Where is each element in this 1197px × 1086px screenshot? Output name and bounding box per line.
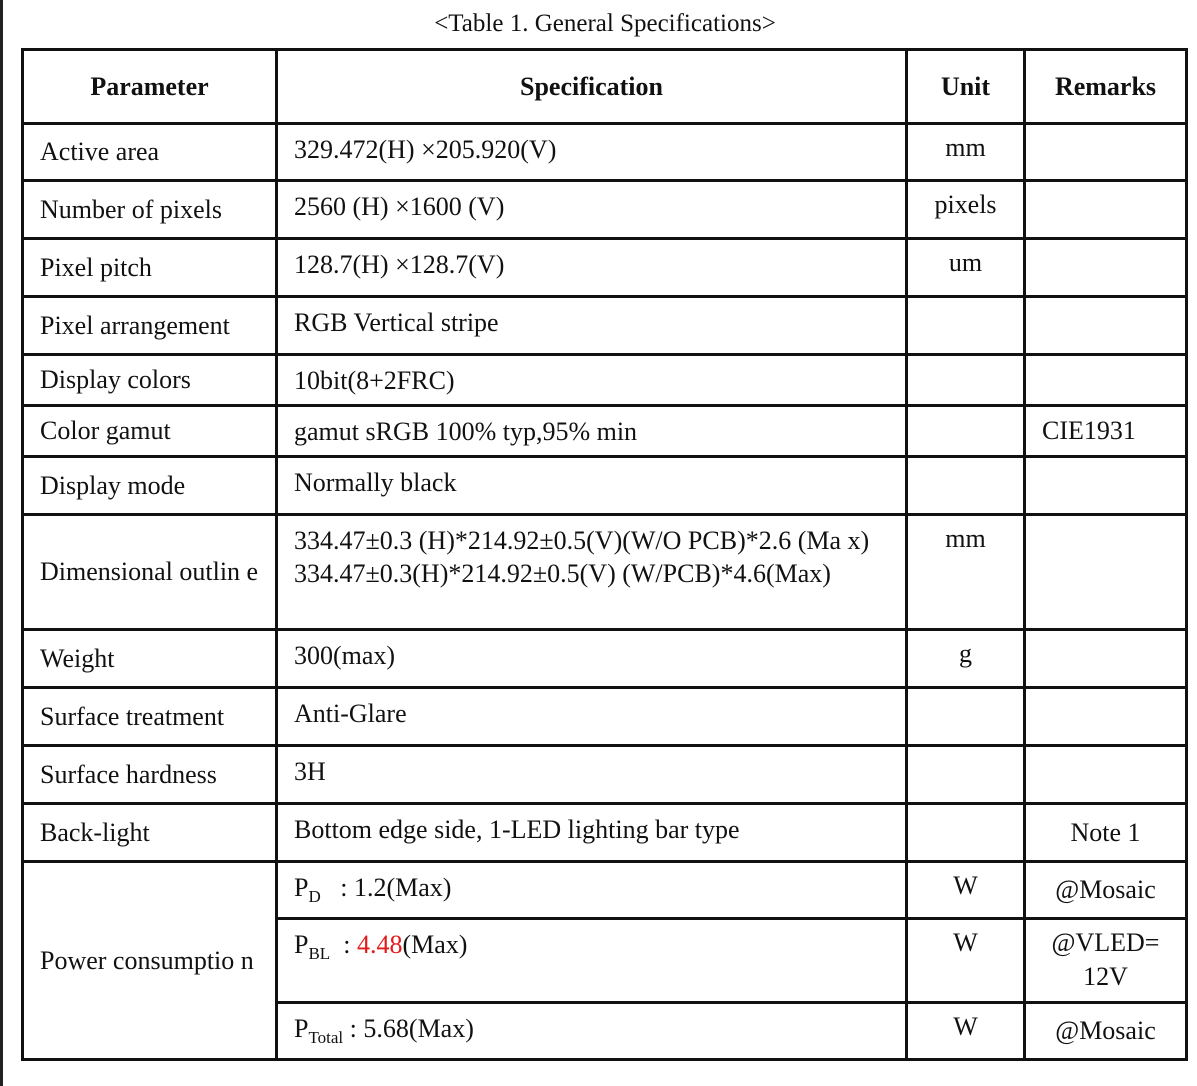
cell-specification: Normally black <box>277 457 907 515</box>
cell-specification: RGB Vertical stripe <box>277 297 907 355</box>
table-row <box>23 355 1187 406</box>
cell-unit: um <box>907 239 1025 297</box>
cell-specification: 3H <box>277 746 907 804</box>
header-parameter: Parameter <box>23 50 277 124</box>
cell-unit <box>907 406 1025 457</box>
cell-specification: 300(max) <box>277 630 907 688</box>
table-caption: <Table 1. General Specifications> <box>434 10 776 37</box>
cell-parameter: Pixel arrangement <box>23 297 277 355</box>
table-row <box>23 457 1187 515</box>
header-unit: Unit <box>907 50 1025 124</box>
cell-remarks <box>1025 181 1187 239</box>
table-row <box>23 804 1187 862</box>
cell-remarks: CIE1931 <box>1025 406 1187 457</box>
cell-remarks <box>1025 124 1187 181</box>
power-suffix: (Max) <box>386 873 452 902</box>
table-row <box>23 746 1187 804</box>
cell-parameter: Display colors <box>23 355 277 406</box>
cell-specification <box>277 919 907 1003</box>
cell-unit: mm <box>907 124 1025 181</box>
cell-remarks <box>1025 355 1187 406</box>
cell-specification: 2560 (H) ×1600 (V) <box>277 181 907 239</box>
cell-specification <box>277 862 907 919</box>
table-row <box>23 630 1187 688</box>
power-symbol: P <box>294 1014 309 1043</box>
cell-parameter: Back-light <box>23 804 277 862</box>
power-separator: : <box>330 930 357 959</box>
cell-specification: 10bit(8+2FRC) <box>277 355 907 406</box>
cell-remarks <box>1025 630 1187 688</box>
cell-parameter: Surface hardness <box>23 746 277 804</box>
header-remarks: Remarks <box>1025 50 1187 124</box>
table-row <box>23 515 1187 630</box>
power-symbol-subscript: D <box>308 887 321 906</box>
cell-unit: W <box>907 1003 1025 1060</box>
cell-parameter: Surface treatment <box>23 688 277 746</box>
cell-unit <box>907 688 1025 746</box>
cell-remarks: Note 1 <box>1025 804 1187 862</box>
cell-parameter-power: Power consumptio n <box>23 862 277 1060</box>
cell-parameter: Display mode <box>23 457 277 515</box>
cell-specification: 329.472(H) ×205.920(V) <box>277 124 907 181</box>
cell-remarks <box>1025 746 1187 804</box>
cell-parameter: Pixel pitch <box>23 239 277 297</box>
cell-unit <box>907 297 1025 355</box>
table-row <box>23 181 1187 239</box>
cell-remarks <box>1025 515 1187 630</box>
cell-parameter: Number of pixels <box>23 181 277 239</box>
power-value: 5.68 <box>363 1014 409 1043</box>
cell-unit: W <box>907 919 1025 1003</box>
power-separator: : <box>320 873 354 902</box>
cell-specification: 128.7(H) ×128.7(V) <box>277 239 907 297</box>
cell-unit: mm <box>907 515 1025 630</box>
cell-specification: Anti-Glare <box>277 688 907 746</box>
cell-remarks <box>1025 297 1187 355</box>
cell-unit: pixels <box>907 181 1025 239</box>
cell-parameter: Dimensional outlin e <box>23 515 277 630</box>
table-row <box>23 297 1187 355</box>
table-row <box>23 688 1187 746</box>
cell-unit: g <box>907 630 1025 688</box>
header-specification: Specification <box>277 50 907 124</box>
spec-line: 334.47±0.3 (H)*214.92±0.5(V)(W/O PCB)*2.6 (Ma x) <box>294 526 870 555</box>
cell-unit <box>907 457 1025 515</box>
power-value: 1.2 <box>353 873 387 902</box>
power-separator: : <box>343 1014 364 1043</box>
cell-parameter: Color gamut <box>23 406 277 457</box>
cell-remarks <box>1025 239 1187 297</box>
cell-specification <box>277 1003 907 1060</box>
cell-remarks: @Mosaic <box>1025 862 1187 919</box>
cell-unit <box>907 746 1025 804</box>
power-value-highlighted: 4.48 <box>356 930 403 959</box>
table-row-power <box>23 862 1187 919</box>
power-suffix: (Max) <box>402 930 468 959</box>
cell-parameter: Active area <box>23 124 277 181</box>
general-specifications-table <box>21 48 1188 1061</box>
table-row <box>23 239 1187 297</box>
cell-specification: Bottom edge side, 1-LED lighting bar type <box>277 804 907 862</box>
cell-unit: W <box>907 862 1025 919</box>
cell-remarks <box>1025 688 1187 746</box>
power-symbol: P <box>294 930 309 959</box>
cell-specification <box>277 515 907 630</box>
header-row <box>23 50 1187 124</box>
table-row <box>23 124 1187 181</box>
cell-remarks: @VLED= 12V <box>1025 919 1187 1003</box>
page-left-rule <box>0 0 3 1086</box>
power-symbol-subscript: BL <box>308 944 331 963</box>
cell-remarks: @Mosaic <box>1025 1003 1187 1060</box>
cell-unit <box>907 804 1025 862</box>
cell-unit <box>907 355 1025 406</box>
spec-line: 334.47±0.3(H)*214.92±0.5(V) (W/PCB)*4.6(Max) <box>294 559 831 588</box>
power-suffix: (Max) <box>408 1014 474 1043</box>
cell-specification: gamut sRGB 100% typ,95% min <box>277 406 907 457</box>
power-symbol-subscript: Total <box>308 1028 344 1047</box>
cell-parameter: Weight <box>23 630 277 688</box>
table-row <box>23 406 1187 457</box>
cell-remarks <box>1025 457 1187 515</box>
power-symbol: P <box>294 873 309 902</box>
